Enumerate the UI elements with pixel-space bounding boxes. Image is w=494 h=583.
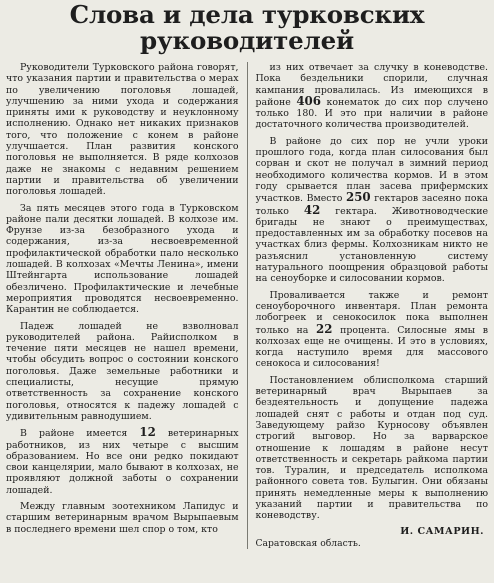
article-headline [6, 2, 488, 54]
left-column-paragraph: Падеж лошадей не взволновал руководителей района. Райисполком в течение пяти месяцев не нашел времени, чтобы обсудить вопрос о состоянии конского поголовья. Даже земельные работники и специалисты, несущие прямую ответственность за сохранение конского поголовья, относятся к падежу лошадей с удивительным равнодушием. [6, 320, 239, 422]
right-column-paragraph: Постановлением облисполкома старший ветеринарный врач Вырыпаев за бездеятельность и допущение падежа лошадей снят с работы и отдан под суд. Заведующему райзо Курносову объявлен строгий выговор. Но за варварское отношение к лошадям в районе несут ответственность и секретарь райкома партии тов. Туралин, и председатель исполкома районного совета тов. Булыгин. Они обязаны принять немедленные меры к выполнению указаний партии и правительства по коневодству. [255, 374, 489, 522]
left-column-paragraph: Между главным зоотехником Лапидус и старшим ветеринарным врачом Вырыпаевым в последнего времени шел спор о том, кто [6, 500, 239, 535]
left-column-paragraph: В районе имеется 12 ветеринарных работников, из них четыре с высшим образованием. Но все они редко покидают свои канцелярии, мало бывают в колхозах, не проявляют должной заботы о сохранении лошадей. [6, 425, 239, 496]
headline-line-2: руководителей [140, 26, 354, 55]
emphasized-number: 406 [296, 93, 321, 108]
right-column-paragraph: из них отвечает за случку в коневодстве. Пока бездельники спорили, случная кампания провалилась. Из имеющихся в районе 406 конематок до сих пор случено только 180. И это при наличии в районе достаточного количества производителей. [255, 62, 489, 131]
column-divider [247, 62, 248, 549]
emphasized-number: 22 [316, 321, 333, 336]
right-column-paragraph: Проваливается также и ремонт сеноуборочного инвентаря. План ремонта лобогреек и сенокосилок пока выполнен только на 22 процента. Силосные ямы в колхозах еще не очищены. И это в условиях, когда наступило время для массового сенокоса и силосования! [255, 289, 489, 370]
right-column [256, 62, 489, 549]
emphasized-number: 250 [345, 190, 371, 205]
left-column-paragraph: Руководители Турковского района говорят, что указания партии и правительства о мерах по увеличению поголовья лошадей, улучшению за ними ухода и содержания приняты ими к руководству и неуклонному исполнению. Однако нет никаких признаков того, что положение с конем в районе улучшается. План развития конского поголовья не выполняется. В ряде колхозов даже не знакомы с недавним решением партии и правительства об увеличении поголовья лошадей. [6, 62, 239, 198]
headline-line-1: Слова и дела турковских [69, 0, 425, 29]
author-location: Саратовская область. [255, 537, 361, 549]
right-column-paragraph: В районе до сих пор не учли уроки прошлого года, когда план силосования был сорван и скот не получал в зимний период необходимого количества кормов. И в этом году срывается план засева прифермских участков. Вместо 250 гектаров засеяно пока только 42 гектара. Животноводческие бригады не знают о преимуществах, предоставленных им за обработку посевов на участках близ фермы. Колхозникам никто не разъяснил установленную систему натурального поощрения образцовой работы на сеноуборке и силосовании кормов. [255, 135, 489, 285]
emphasized-number: 12 [139, 425, 156, 440]
author-signature: И. САМАРИН. [400, 525, 485, 537]
emphasized-number: 42 [303, 202, 321, 217]
left-column [6, 62, 239, 549]
left-column-paragraph: За пять месяцев этого года в Турковском районе пали десятки лошадей. В колхозе им. Фрунзе из-за безобразного ухода и содержания, из-за несвоевременной профилактической обработки пало несколько лошадей. В колхозах «Мечты Ленина», имени Штейнгарта использование лошадей обезличено. Профилактические и лечебные мероприятия проводятся несвоевременно. Карантин не соблюдается. [6, 202, 239, 316]
article-body [6, 62, 488, 549]
